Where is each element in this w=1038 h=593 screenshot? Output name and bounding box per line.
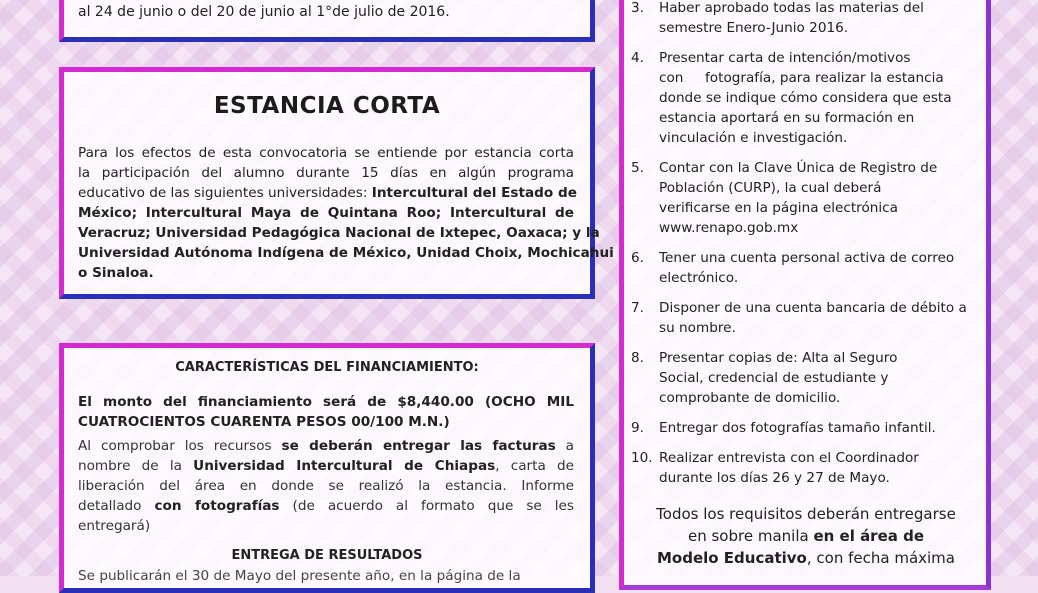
requisito-item — [631, 418, 971, 438]
requisito-number: 9. — [631, 420, 644, 436]
requisito-line: vinculación e investigación. — [659, 130, 848, 146]
comprobar-paragraph — [78, 436, 574, 536]
requisito-line: Tener una cuenta personal activa de correo — [659, 250, 955, 266]
requisito-line: durante los días 26 y 27 de Mayo. — [659, 470, 890, 486]
comprobar-line — [78, 476, 574, 496]
estancia-line-bold: Intercultural del Estado de — [371, 185, 577, 201]
comprobar-line — [78, 436, 574, 456]
requisito-line: Realizar entrevista con el Coordinador — [659, 450, 919, 466]
requisito-line: Contar con la Clave Única de Registro de — [659, 160, 938, 176]
comprobar-plain: (de acuerdo al formato que se les — [279, 498, 574, 514]
monto-line-1: El monto del financiamiento será de $8,440.00 (OCHO MIL — [78, 394, 574, 410]
requisito-line: estancia aportará en su formación en — [659, 110, 915, 126]
estancia-corta-title: ESTANCIA CORTA — [213, 93, 441, 119]
requisito-text — [659, 158, 977, 238]
financiamiento-heading: CARACTERÍSTICAS DEL FINANCIAMIENTO: — [175, 360, 479, 375]
requisito-text — [659, 298, 977, 338]
requisito-item — [631, 248, 971, 288]
comprobar-plain: detallado — [78, 498, 155, 514]
estancia-line-bold: o Sinaloa. — [78, 265, 154, 281]
requisito-item — [631, 0, 971, 38]
requisito-text — [659, 348, 977, 408]
requisito-line: Presentar copias de: Alta al Seguro — [659, 350, 898, 366]
requisito-item — [631, 348, 971, 408]
requisito-line: www.renapo.gob.mx — [659, 220, 799, 236]
requisito-number: 6. — [631, 250, 644, 266]
footer-line-3-plain: , con fecha máxima — [806, 549, 955, 567]
footer-line-2 — [626, 525, 986, 547]
requisito-line: Disponer de una cuenta bancaria de débito a — [659, 300, 967, 316]
footer-line-2-plain: en sobre manila — [687, 527, 814, 545]
requisito-text — [659, 48, 977, 148]
estancia-line — [78, 183, 577, 203]
comprobar-bold: se deberán entregar las facturas — [281, 438, 556, 454]
comprobar-line — [78, 496, 574, 516]
estancia-line-plain: la participación del alumno durante 15 días en algún programa — [78, 165, 574, 181]
comprobar-line — [78, 456, 574, 476]
requisito-number: 5. — [631, 160, 644, 176]
monto-text — [78, 392, 574, 432]
monto-line-2: CUATROCIENTOS CUARENTA PESOS 00/100 M.N.) — [78, 414, 450, 430]
comprobar-line — [78, 516, 574, 536]
requisito-text — [659, 448, 977, 488]
estancia-line — [78, 163, 574, 183]
requisito-number: 7. — [631, 300, 644, 316]
requisito-text — [659, 0, 977, 38]
requisito-line: Población (CURP), la cual deberá — [659, 180, 882, 196]
estancia-line-bold: Veracruz; Universidad Pedagógica Nacional de Ixtepec, Oaxaca; y la — [78, 225, 600, 241]
estancia-line — [78, 263, 574, 283]
footer-line-3 — [626, 547, 986, 569]
comprobar-bold: Universidad Intercultural de Chiapas — [193, 458, 496, 474]
requisito-number: 8. — [631, 350, 644, 366]
requisito-line: Haber aprobado todas las materias del — [659, 0, 924, 16]
estancia-line — [78, 203, 574, 223]
requisito-line: Entregar dos fotografías tamaño infantil. — [659, 420, 936, 436]
estancia-line-bold: Universidad Autónoma Indígena de México, Unidad Choix, Mochicahui — [78, 245, 614, 261]
comprobar-plain: , carta de — [495, 458, 574, 474]
requisito-item — [631, 298, 971, 338]
requisito-text — [659, 248, 977, 288]
dates-text: al 24 de junio o del 20 de junio al 1°de julio de 2016. — [78, 4, 450, 20]
footer-line-1: Todos los requisitos deberán entregarse — [656, 505, 956, 523]
requisito-line: electrónico. — [659, 270, 739, 286]
requisito-line: semestre Enero-Junio 2016. — [659, 20, 849, 36]
requisito-item — [631, 48, 971, 148]
comprobar-plain: a — [555, 438, 575, 454]
estancia-line-bold: México; Intercultural Maya de Quintana Roo; Intercultural de — [78, 205, 574, 221]
requisito-line: donde se indique cómo considera que esta — [659, 90, 952, 106]
comprobar-bold: con fotografías — [154, 498, 280, 514]
requisito-text — [659, 418, 977, 438]
requisito-line: Presentar carta de intención/motivos — [659, 50, 911, 66]
estancia-line-plain: educativo de las siguientes universidades: — [78, 185, 372, 201]
requisito-line: con fotografía, para realizar la estancia — [659, 70, 944, 86]
resultados-heading: ENTREGA DE RESULTADOS — [231, 548, 423, 563]
requisito-number: 10. — [631, 450, 653, 466]
resultados-text: Se publicarán el 30 de Mayo del presente año, en la página de la — [78, 568, 521, 584]
requisito-number: 4. — [631, 50, 644, 66]
comprobar-plain: entregará) — [78, 518, 151, 534]
requisito-line: su nombre. — [659, 320, 736, 336]
requisito-item — [631, 448, 971, 488]
requisito-item — [631, 158, 971, 238]
estancia-line — [78, 143, 574, 163]
comprobar-plain: liberación del área en donde se realizó la estancia. Informe — [78, 478, 574, 494]
footer-line-2-bold: en el área de — [813, 527, 925, 545]
footer-line-3-bold: Modelo Educativo — [656, 549, 807, 567]
comprobar-plain: Al comprobar los recursos — [78, 438, 282, 454]
requisito-line: verificarse en la página electrónica — [659, 200, 898, 216]
comprobar-plain: nombre de la — [78, 458, 194, 474]
estancia-corta-paragraph — [78, 143, 614, 283]
estancia-line — [78, 223, 600, 243]
requisito-number: 3. — [631, 0, 644, 16]
estancia-line — [78, 243, 614, 263]
estancia-line-plain: Para los efectos de esta convocatoria se entiende por estancia corta — [78, 145, 574, 161]
requisito-line: Social, credencial de estudiante y — [659, 370, 889, 386]
requisito-line: comprobante de domicilio. — [659, 390, 841, 406]
